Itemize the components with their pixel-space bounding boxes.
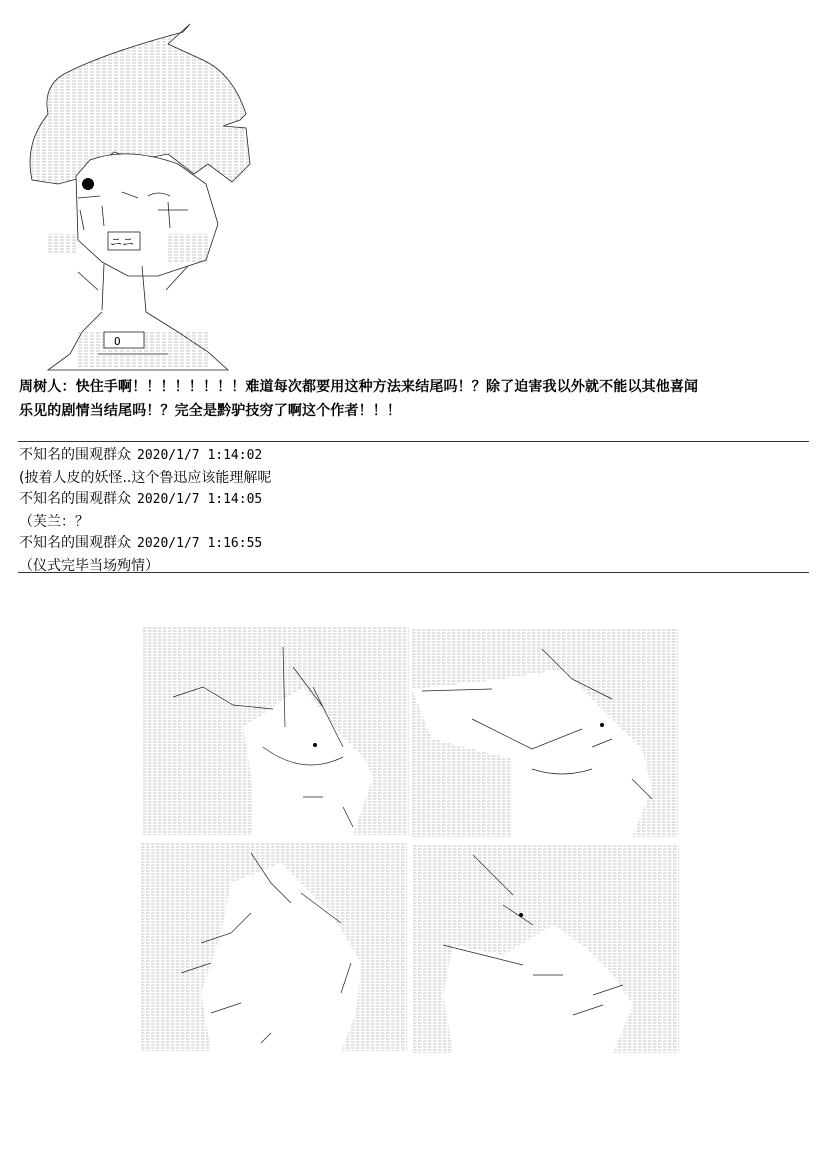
comment-item [19,444,809,488]
dialogue-line-2: 乐见的剧情当结尾吗！？完全是黔驴技穷了啊这个作者！！！ [19,403,402,419]
comment-text: （芙兰：？ [19,514,89,530]
panel-2-drawing [412,629,678,837]
divider-top [18,441,809,442]
comment-time: 2020/1/7 1:14:02 [137,448,263,463]
art-panel-2 [412,629,678,837]
comment-list [19,444,809,576]
top-ascii-art-figure [18,14,258,372]
face-text: ニニ [110,235,135,249]
art-panel-4 [413,845,679,1053]
comment-text: （仪式完毕当场殉情） [19,558,159,574]
comment-item [19,488,809,532]
comment-user: 不知名的围观群众 [19,535,131,551]
comment-header [19,444,809,467]
comment-item [19,532,809,576]
art-panel-1 [143,627,409,835]
collar-mark: O [114,335,121,348]
eye-left [82,178,94,190]
comment-user: 不知名的围观群众 [19,447,131,463]
panel-3-drawing [141,843,407,1051]
comment-time: 2020/1/7 1:14:05 [137,492,263,507]
dialogue-block [19,375,814,423]
art-panel-3 [141,843,407,1051]
divider-bottom [18,572,809,573]
comment-time: 2020/1/7 1:16:55 [137,536,263,551]
panel-1-drawing [143,627,409,835]
panel-4-drawing [413,845,679,1053]
comment-header [19,488,809,511]
comment-header [19,532,809,555]
dialogue-line-1: 周树人：快住手啊！！！！！！！！难道每次都要用这种方法来结尾吗！？除了迫害我以外就不能以其他喜闻 [19,379,699,395]
comment-user: 不知名的围观群众 [19,491,131,507]
ascii-art-boy-figure [18,14,258,372]
comment-text: (披着人皮的妖怪..这个鲁迅应该能理解呢 [19,470,272,486]
